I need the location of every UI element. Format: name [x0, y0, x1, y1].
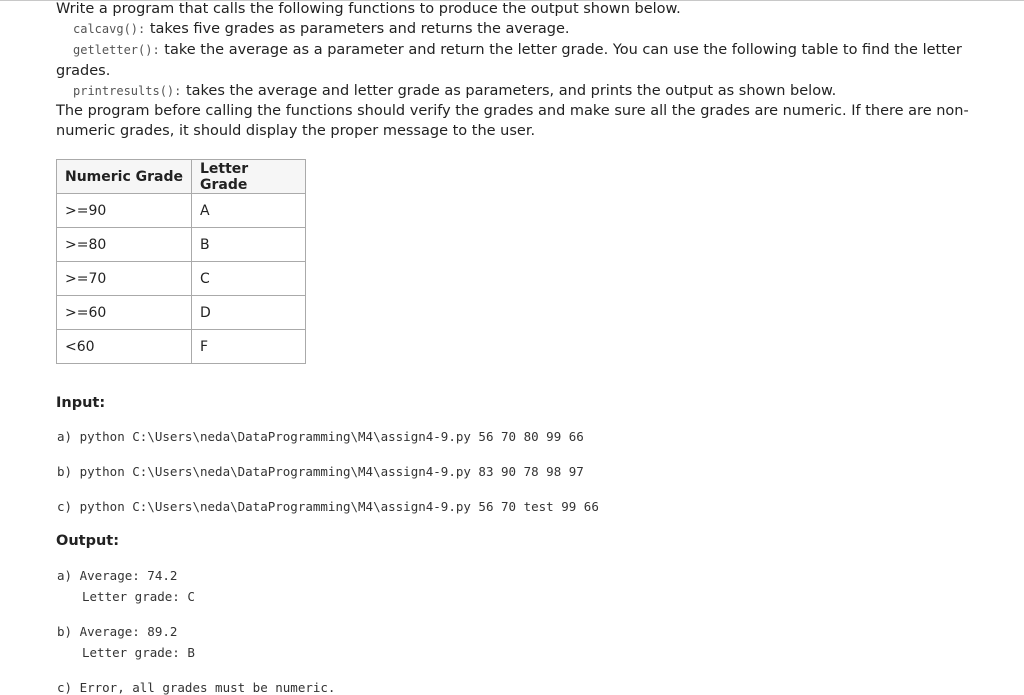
getletter-text: take the average as a parameter and return the letter grade. You can use the following table to find the letter — [159, 42, 962, 58]
input-label: Input: — [56, 395, 106, 411]
header-numeric-grade: Numeric Grade — [57, 160, 192, 194]
getletter-continuation: grades. — [56, 63, 111, 79]
grade-table-header-row — [57, 160, 306, 194]
table-row — [57, 228, 306, 262]
letter-grade-cell: F — [192, 330, 306, 364]
input-command-a: a) python C:\Users\neda\DataProgramming\M4\assign4-9.py 56 70 80 99 66 — [57, 429, 584, 444]
output-a-letter: Letter grade: C — [82, 589, 195, 604]
printresults-function-name: printresults(): — [73, 84, 182, 98]
verify-line-2: numeric grades, it should display the proper message to the user. — [56, 123, 536, 139]
printresults-text: takes the average and letter grade as parameters, and prints the output as shown below. — [181, 83, 837, 99]
input-command-b: b) python C:\Users\neda\DataProgramming\M4\assign4-9.py 83 90 78 98 97 — [57, 464, 584, 479]
grade-table — [56, 159, 306, 364]
letter-grade-cell: C — [192, 262, 306, 296]
input-command-c: c) python C:\Users\neda\DataProgramming\M4\assign4-9.py 56 70 test 99 66 — [57, 499, 599, 514]
numeric-grade-cell: >=70 — [57, 262, 192, 296]
printresults-description — [56, 81, 836, 101]
header-letter-grade: Letter Grade — [192, 160, 306, 194]
output-b-average: b) Average: 89.2 — [57, 624, 178, 639]
letter-grade-cell: A — [192, 194, 306, 228]
verify-line-1: The program before calling the functions should verify the grades and make sure all the grades are numeric. If there are non- — [56, 103, 969, 119]
calcavg-text: takes five grades as parameters and returns the average. — [145, 21, 570, 37]
numeric-grade-cell: >=90 — [57, 194, 192, 228]
letter-grade-cell: B — [192, 228, 306, 262]
output-a-average: a) Average: 74.2 — [57, 568, 178, 583]
output-b-letter: Letter grade: B — [82, 645, 195, 660]
getletter-function-name: getletter(): — [73, 43, 160, 57]
numeric-grade-cell: >=80 — [57, 228, 192, 262]
calcavg-description — [56, 19, 570, 39]
output-label: Output: — [56, 533, 120, 549]
table-row — [57, 262, 306, 296]
table-row — [57, 194, 306, 228]
table-row — [57, 330, 306, 364]
getletter-description — [56, 40, 962, 60]
numeric-grade-cell: >=60 — [57, 296, 192, 330]
numeric-grade-cell: <60 — [57, 330, 192, 364]
table-row — [57, 296, 306, 330]
letter-grade-cell: D — [192, 296, 306, 330]
output-c-error: c) Error, all grades must be numeric. — [57, 680, 336, 695]
calcavg-function-name: calcavg(): — [73, 22, 146, 36]
intro-line: Write a program that calls the following functions to produce the output shown below. — [56, 1, 681, 17]
